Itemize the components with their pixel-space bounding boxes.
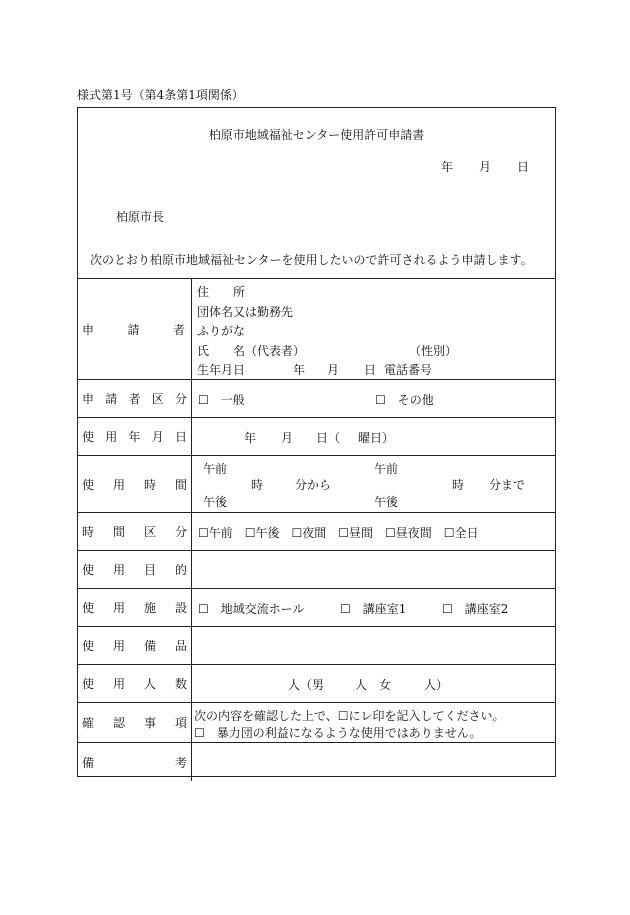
checkbox-hall[interactable]: ☐ 地域交流ホール [198, 602, 305, 616]
row-facility [78, 589, 555, 627]
birthdate-field[interactable]: 生年月日 [197, 363, 246, 377]
checkbox-no-gang[interactable]: ☐ 暴力団の利益になるような使用ではありません。 [194, 726, 482, 740]
addressee: 柏原市長 [116, 210, 165, 224]
label-equipment: 使 用 備 品 [78, 627, 192, 664]
start-minute-from: 分から [295, 478, 332, 492]
date-year: 年 [440, 160, 453, 174]
label-confirm: 確 認 事 項 [78, 703, 192, 742]
start-am[interactable]: 午前 [203, 462, 228, 476]
facility-options [192, 589, 555, 626]
birth-day: 日 [364, 363, 377, 377]
people-field[interactable] [192, 665, 555, 702]
row-people [78, 665, 555, 703]
organization-field[interactable]: 団体名又は勤務先 [197, 305, 294, 319]
row-time-slot [78, 513, 555, 551]
time-slot-checkboxes[interactable]: ☐午前 ☐午後 ☐夜間 ☐昼間 ☐昼夜間 ☐全日 [198, 526, 479, 540]
checkbox-general[interactable]: ☐ 一般 [198, 393, 245, 407]
row-applicant [78, 279, 555, 380]
start-pm[interactable]: 午後 [203, 495, 228, 509]
use-weekday: 曜日） [358, 431, 395, 445]
checkbox-other[interactable]: ☐ その他 [375, 393, 434, 407]
applicant-fields[interactable] [192, 279, 555, 379]
equipment-field[interactable] [192, 627, 555, 664]
birth-year: 年 [293, 363, 306, 377]
use-month: 月 [281, 431, 294, 445]
row-purpose [78, 551, 555, 589]
date-day: 日 [516, 160, 529, 174]
checkbox-room2[interactable]: ☐ 講座室2 [442, 602, 509, 616]
people-male: 人 女 [355, 678, 392, 692]
use-year: 年 [244, 431, 257, 445]
application-date[interactable] [415, 158, 529, 175]
label-people: 使 用 人 数 [78, 665, 192, 702]
label-purpose: 使 用 目 的 [78, 551, 192, 588]
birth-month: 月 [327, 363, 340, 377]
form-header [78, 108, 555, 279]
phone-field[interactable]: 電話番号 [384, 363, 433, 377]
start-hour: 時 [251, 478, 264, 492]
people-female: 人） [424, 678, 449, 692]
form-reference: 様式第1号（第4条第1項関係） [77, 88, 244, 102]
use-day: 日（ [316, 431, 341, 445]
label-applicant: 申 請 者 [78, 279, 192, 379]
address-field[interactable]: 住 所 [197, 285, 246, 299]
name-field[interactable]: 氏 名（代表者） [197, 344, 306, 358]
row-equipment [78, 627, 555, 665]
label-applicant-category: 申 請 者 区 分 [78, 380, 192, 417]
application-form [77, 107, 556, 777]
category-options [192, 380, 555, 417]
use-date-field[interactable] [192, 418, 555, 455]
label-use-time: 使 用 時 間 [78, 456, 192, 512]
form-title: 柏原市地域福祉センター使用許可申請書 [208, 128, 425, 142]
row-applicant-category [78, 380, 555, 418]
date-month: 月 [478, 160, 491, 174]
end-am[interactable]: 午前 [374, 462, 399, 476]
row-remarks [78, 743, 555, 781]
application-statement: 次のとおり柏原市地域福祉センターを使用したいので許可されるよう申請します。 [90, 253, 533, 267]
confirm-field [192, 703, 555, 742]
furigana-field[interactable]: ふりがな [197, 324, 246, 338]
remarks-field[interactable] [192, 743, 555, 781]
row-use-date [78, 418, 555, 456]
checkbox-room1[interactable]: ☐ 講座室1 [340, 602, 407, 616]
end-minute-until: 分まで [489, 478, 526, 492]
label-time-slot: 時 間 区 分 [78, 513, 192, 550]
label-remarks: 備 考 [78, 743, 192, 781]
people-total: 人（男 [288, 678, 325, 692]
label-facility: 使 用 施 設 [78, 589, 192, 626]
row-confirm [78, 703, 555, 743]
label-use-date: 使 用 年 月 日 [78, 418, 192, 455]
use-time-field[interactable] [192, 456, 555, 512]
purpose-field[interactable] [192, 551, 555, 588]
end-pm[interactable]: 午後 [374, 495, 399, 509]
gender-field[interactable]: （性別） [409, 344, 458, 358]
row-use-time [78, 456, 555, 513]
end-hour: 時 [452, 478, 465, 492]
time-slot-options[interactable] [192, 513, 555, 550]
confirm-instruction: 次の内容を確認した上で、☐にレ印を記入してください。 [194, 709, 505, 723]
